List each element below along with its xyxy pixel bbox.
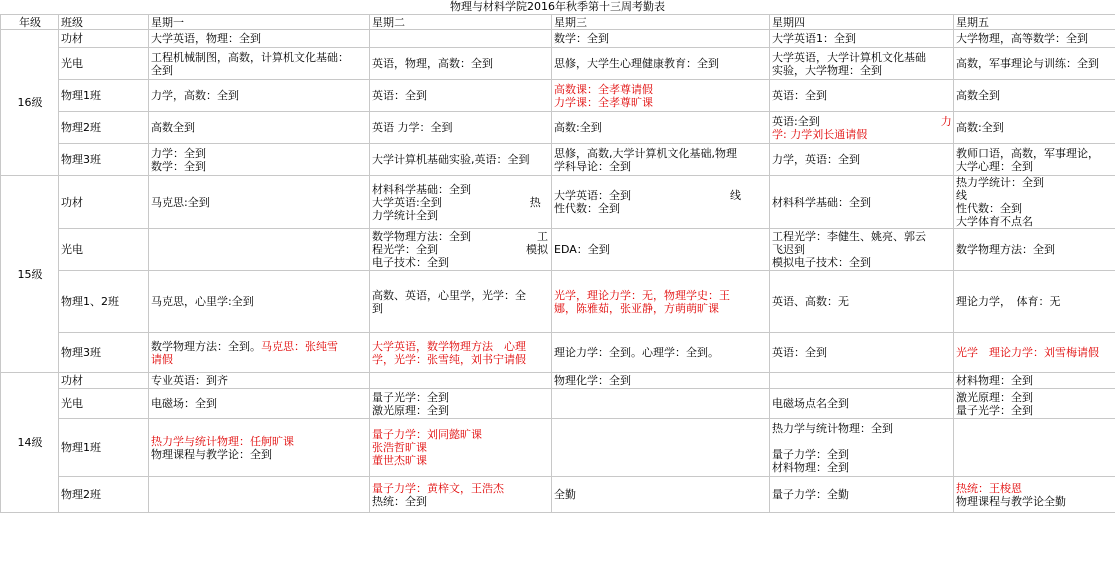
table-row (1, 229, 1115, 271)
cell-text: 热力学统计：全到 线 性代数：全到 大学体育不点名 (956, 176, 1044, 228)
header-cell: 星期二 (370, 15, 552, 30)
cell-text: 教师口语，高数，军事理论， 大学心理：全到 (956, 146, 1099, 173)
class-cell: 物理2班 (59, 477, 149, 513)
attendance-cell (770, 373, 954, 389)
attendance-cell (149, 419, 370, 477)
attendance-cell (149, 229, 370, 271)
cell-text: 大学英语，数学物理方法 心理 学，光学：张雪纯，刘书宁请假 (372, 339, 526, 366)
attendance-cell (552, 229, 770, 271)
table-row (1, 112, 1115, 144)
attendance-cell (770, 229, 954, 271)
attendance-cell (552, 419, 770, 477)
cell-text: 量子力学：刘同懿旷课 张浩哲旷课 董世杰旷课 (372, 428, 482, 467)
cell-text: 专业英语：到齐 (151, 374, 228, 387)
cell-text: 高数，军事理论与训练：全到 (956, 57, 1099, 70)
attendance-cell (770, 477, 954, 513)
attendance-cell (954, 333, 1115, 373)
attendance-cell (370, 271, 552, 333)
grade-cell: 15级 (1, 176, 59, 373)
attendance-cell (149, 30, 370, 48)
attendance-cell (149, 80, 370, 112)
table-row (1, 271, 1115, 333)
cell-text: 量子力学：黄梓文，王浩杰 (372, 481, 504, 495)
attendance-cell (770, 144, 954, 176)
attendance-cell (552, 389, 770, 419)
attendance-cell (552, 144, 770, 176)
attendance-cell (954, 112, 1115, 144)
attendance-cell (770, 271, 954, 333)
cell-text: 数学物理方法：全到 (956, 243, 1055, 256)
table-row (1, 389, 1115, 419)
cell-text: 高数全到 (956, 89, 1000, 102)
cell-text: 全勤 (554, 488, 576, 501)
attendance-cell (770, 48, 954, 80)
header-cell: 星期四 (770, 15, 954, 30)
cell-text: 英语：全到 (372, 89, 427, 102)
attendance-cell (370, 373, 552, 389)
table-row (1, 30, 1115, 48)
cell-text: 热统：全到 (372, 494, 427, 508)
attendance-table (0, 14, 1115, 513)
table-row (1, 176, 1115, 229)
attendance-cell (149, 333, 370, 373)
attendance-cell (552, 271, 770, 333)
attendance-cell (370, 419, 552, 477)
attendance-cell (370, 112, 552, 144)
attendance-cell (370, 176, 552, 229)
cell-text: 物理课程与教学论：全到 (151, 447, 272, 461)
attendance-cell (954, 389, 1115, 419)
header-cell: 班级 (59, 15, 149, 30)
cell-text: 思修，高数,大学计算机文化基础,物理 学科导论：全到 (554, 146, 737, 173)
class-cell: 物理1、2班 (59, 271, 149, 333)
attendance-cell (770, 30, 954, 48)
attendance-cell (770, 389, 954, 419)
cell-text: 英语、高数：无 (772, 295, 849, 308)
cell-text: EDA：全到 (554, 243, 610, 256)
cell-text: 数学物理方法：全到。 (151, 339, 261, 353)
attendance-cell (954, 80, 1115, 112)
cell-text: 理论力学：全到。心理学：全到。 (554, 346, 719, 359)
table-row (1, 80, 1115, 112)
attendance-cell (954, 176, 1115, 229)
attendance-cell (149, 176, 370, 229)
attendance-cell (954, 30, 1115, 48)
attendance-cell (770, 80, 954, 112)
grade-cell: 14级 (1, 373, 59, 513)
cell-text: 大学英语：全到 线 性代数：全到 (554, 189, 741, 215)
class-cell: 物理1班 (59, 80, 149, 112)
cell-text: 英语，物理，高数：全到 (372, 57, 493, 70)
attendance-cell (552, 477, 770, 513)
cell-text: 数学物理方法：全到 工 程光学：全到 模拟 电子技术：全到 (372, 230, 548, 269)
table-row (1, 144, 1115, 176)
class-cell: 功材 (59, 30, 149, 48)
class-cell: 物理1班 (59, 419, 149, 477)
attendance-cell (370, 80, 552, 112)
cell-text: 量子光学：全到 激光原理：全到 (372, 390, 449, 417)
attendance-cell (370, 477, 552, 513)
attendance-cell (370, 389, 552, 419)
table-row (1, 48, 1115, 80)
cell-text: 大学计算机基础实验,英语：全到 (372, 153, 530, 166)
cell-text: 光学，理论力学：无，物理学史：王 娜，陈雅茹，张亚静，方萌萌旷课 (554, 288, 730, 315)
attendance-cell (370, 229, 552, 271)
cell-text: 量子力学：全勤 (772, 488, 849, 501)
attendance-cell (149, 144, 370, 176)
attendance-cell (370, 144, 552, 176)
attendance-cell (149, 48, 370, 80)
header-cell: 星期五 (954, 15, 1115, 30)
attendance-cell (552, 80, 770, 112)
attendance-cell (954, 48, 1115, 80)
attendance-cell (770, 333, 954, 373)
cell-text: 马克思:全到 (151, 195, 210, 209)
class-cell: 光电 (59, 389, 149, 419)
class-cell: 功材 (59, 373, 149, 389)
cell-text: 材料物理：全到 (956, 374, 1033, 387)
cell-text: 高数课：全孝尊请假 力学课：全孝尊旷课 (554, 82, 653, 109)
cell-text: 材料科学基础：全到 (772, 195, 871, 209)
cell-text: 物理课程与教学论全勤 (956, 494, 1066, 508)
cell-text: 材料科学基础：全到 大学英语:全到 热 力学统计全到 (372, 182, 541, 222)
cell-text: 工程光学：李健生、姚亮、郭云 飞迟到 模拟电子技术：全到 (772, 230, 926, 269)
table-row (1, 477, 1115, 513)
header-cell: 星期一 (149, 15, 370, 30)
cell-text: 高数:全到 (956, 121, 1004, 134)
attendance-cell (552, 373, 770, 389)
cell-text: 物理化学：全到 (554, 374, 631, 387)
attendance-cell (149, 477, 370, 513)
attendance-cell (770, 419, 954, 477)
cell-text: 力学：全到 数学：全到 (151, 146, 206, 173)
attendance-cell (954, 229, 1115, 271)
header-row (1, 15, 1115, 30)
cell-text: 理论力学， 体育：无 (956, 295, 1061, 308)
cell-text: 工程机械制图，高数，计算机文化基础： 全到 (151, 50, 349, 77)
cell-text: 力学，高数：全到 (151, 89, 239, 102)
attendance-cell (770, 112, 954, 144)
grade-cell: 16级 (1, 30, 59, 176)
class-cell: 光电 (59, 48, 149, 80)
cell-text: 高数:全到 (554, 121, 602, 134)
class-cell: 功材 (59, 176, 149, 229)
class-cell: 物理3班 (59, 333, 149, 373)
class-cell: 物理3班 (59, 144, 149, 176)
cell-text: 英语：全到 (772, 346, 827, 359)
attendance-cell (552, 176, 770, 229)
cell-text: 热统：王梭恩 (956, 481, 1022, 495)
cell-text: 英语：全到 (772, 89, 827, 102)
attendance-cell (770, 176, 954, 229)
table-row (1, 419, 1115, 477)
cell-text: 数学：全到 (554, 32, 609, 45)
attendance-cell (954, 477, 1115, 513)
attendance-cell (552, 333, 770, 373)
attendance-cell (954, 373, 1115, 389)
cell-text: 英语:全到 (772, 114, 820, 128)
attendance-cell (370, 30, 552, 48)
cell-text: 英语 力学：全到 (372, 121, 453, 134)
attendance-cell (149, 373, 370, 389)
attendance-cell (370, 48, 552, 80)
header-cell: 年级 (1, 15, 59, 30)
cell-text-red: 马克思：张纯雪 请假 (151, 339, 338, 366)
attendance-cell (954, 144, 1115, 176)
cell-text: 思修，大学生心理健康教育：全到 (554, 57, 719, 70)
cell-text: 光学 理论力学：刘雪梅请假 (956, 346, 1099, 359)
attendance-cell (149, 389, 370, 419)
attendance-cell (954, 419, 1115, 477)
header-cell: 星期三 (552, 15, 770, 30)
cell-text: 高数全到 (151, 121, 195, 134)
cell-text: 大学英语，大学计算机文化基础 实验，大学物理：全到 (772, 50, 926, 77)
cell-text: 大学英语，物理：全到 (151, 32, 261, 45)
attendance-cell (370, 333, 552, 373)
cell-text: 力学，英语：全到 (772, 153, 860, 166)
class-cell: 光电 (59, 229, 149, 271)
table-row (1, 333, 1115, 373)
page-title: 物理与材料学院2016年秋季第十三周考勤表 (450, 0, 665, 13)
attendance-cell (552, 112, 770, 144)
table-row (1, 373, 1115, 389)
cell-text: 电磁场：全到 (151, 397, 217, 410)
cell-text: 大学英语1：全到 (772, 32, 856, 45)
cell-text: 热力学与统计物理：全到 量子力学：全到 材料物理：全到 (772, 421, 893, 474)
attendance-cell (954, 271, 1115, 333)
cell-text: 大学物理，高等数学：全到 (956, 32, 1088, 45)
cell-text: 电磁场点名全到 (772, 397, 849, 410)
cell-text-red: 力 学: 力学刘长通请假 (772, 114, 952, 141)
attendance-cell (149, 271, 370, 333)
cell-text: 热力学与统计物理：任舸旷课 (151, 434, 294, 448)
cell-text: 高数、英语，心里学，光学：全 到 (372, 288, 526, 315)
attendance-cell (149, 112, 370, 144)
class-cell: 物理2班 (59, 112, 149, 144)
attendance-cell (552, 48, 770, 80)
cell-text: 激光原理：全到 量子光学：全到 (956, 390, 1033, 417)
cell-text: 马克思，心里学:全到 (151, 295, 254, 308)
attendance-cell (552, 30, 770, 48)
